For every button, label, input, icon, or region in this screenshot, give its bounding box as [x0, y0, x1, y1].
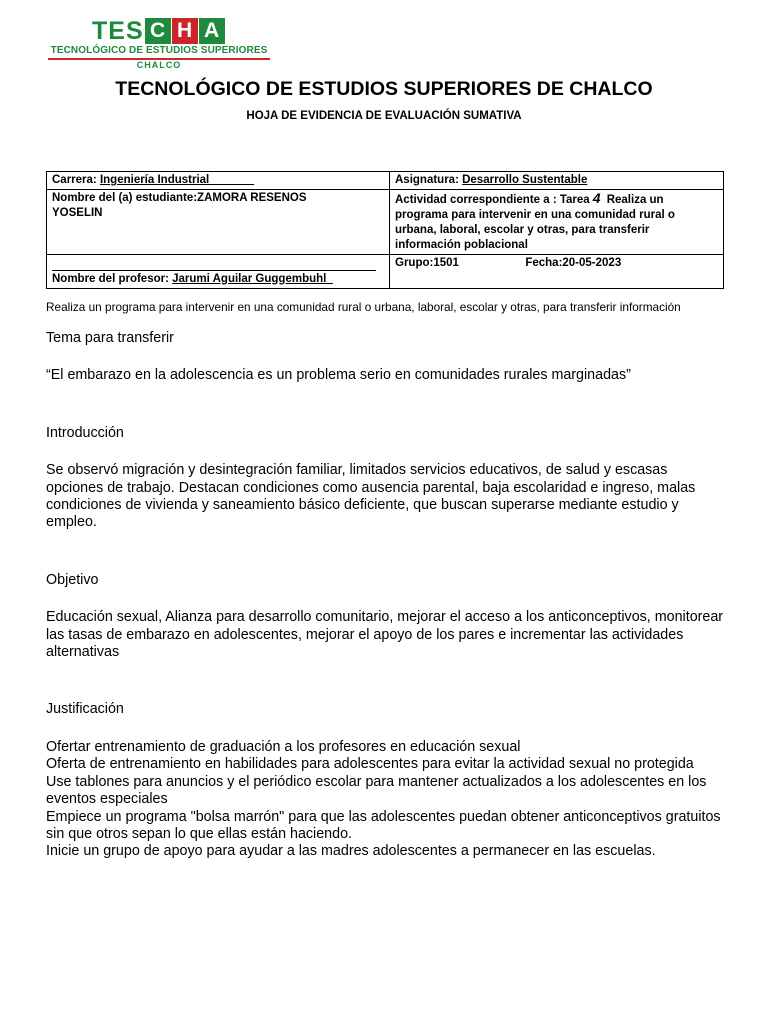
justificacion-item: Inicie un grupo de apoyo para ayudar a las madres adolescentes a permanecer en las escuelas. — [46, 843, 656, 860]
info-row-1 — [47, 172, 724, 190]
asignatura-value: Desarrollo Sustentable — [462, 174, 588, 186]
grupo-value: Grupo:1501 — [395, 257, 459, 269]
objetivo-heading: Objetivo — [46, 571, 99, 588]
estudiante-line1: Nombre del (a) estudiante:ZAMORA RESENOS — [52, 192, 307, 204]
info-table — [46, 171, 724, 289]
actividad-description: Realiza un programa para intervenir en una comunidad rural o urbana, laboral, escolar y otras, para transferir información poblacional — [395, 194, 675, 251]
logo-box-c: C — [145, 18, 171, 44]
actividad-number: 4 — [592, 190, 601, 206]
actividad-prefix: Actividad correspondiente a : Tarea — [395, 194, 590, 206]
justificacion-item: Oferta de entrenamiento en habilidades para adolescentes para evitar la actividad sexual no protegida — [46, 756, 694, 773]
institution-logo — [48, 18, 270, 74]
page-title: TECNOLÓGICO DE ESTUDIOS SUPERIORES DE CHALCO — [115, 78, 653, 100]
fecha-value: Fecha:20-05-2023 — [525, 257, 622, 269]
logo-line2: CHALCO — [136, 60, 182, 70]
justificacion-heading: Justificación — [46, 701, 124, 718]
carrera-label: Carrera: — [52, 174, 97, 186]
intro-text: Se observó migración y desintegración familiar, limitados servicios educativos, de salud y escasas opciones de trabajo. Destacan condiciones como ausencia parental, baja escolaridad e ingreso, malas condiciones de vivienda y saneamiento básico deficiente, que buscan superarse mediante estudio y empleo. — [46, 462, 696, 531]
objetivo-text: Educación sexual, Alianza para desarrollo comunitario, mejorar el acceso a los anticonceptivos, monitorear las tasas de embarazo en adolescentes, mejorar el apoyo de los pares e incrementar las actividades alternativas — [46, 609, 724, 661]
intro-heading: Introducción — [46, 424, 124, 441]
justificacion-item: Ofertar entrenamiento de graduación a los profesores en educación sexual — [46, 738, 521, 755]
logo-box-a: A — [199, 18, 225, 44]
profesor-value: Jarumi Aguilar Guggembuhl — [172, 273, 327, 285]
profesor-line — [52, 270, 376, 287]
carrera-cell — [47, 172, 390, 190]
carrera-value: Ingeniería Industrial — [99, 174, 210, 186]
profesor-label: Nombre del profesor: — [52, 273, 169, 285]
info-row-3 — [47, 255, 724, 289]
page-subtitle: HOJA DE EVIDENCIA DE EVALUACIÓN SUMATIVA — [246, 110, 522, 122]
estudiante-line2: YOSELIN — [52, 207, 103, 219]
tema-heading: Tema para transferir — [46, 330, 174, 346]
logo-wordmark — [92, 18, 225, 44]
logo-prefix: TES — [92, 16, 144, 45]
instruction-text: Realiza un programa para intervenir en una comunidad rural o urbana, laboral, escolar y otras, para transferir información — [46, 300, 681, 314]
justificacion-item: Empiece un programa "bolsa marrón" para que las adolescentes puedan obtener anticonceptivos gratuitos sin que otros sepan lo que ellas están haciendo. — [46, 808, 721, 842]
asignatura-label: Asignatura: — [395, 174, 459, 186]
info-row-2 — [47, 190, 724, 255]
logo-box-h: H — [172, 18, 198, 44]
estudiante-cell — [47, 190, 390, 255]
carrera-blank: _______ — [209, 174, 255, 186]
tema-text: “El embarazo en la adolescencia es un problema serio en comunidades rurales marginadas” — [46, 367, 631, 384]
asignatura-cell — [390, 172, 724, 190]
profesor-blank: _ — [326, 273, 333, 285]
logo-line1: TECNOLÓGICO DE ESTUDIOS SUPERIORES — [50, 45, 268, 56]
grupo-fecha-cell — [390, 255, 724, 289]
justificacion-item: Use tablones para anuncios y el periódico escolar para mantener actualizados a los adolescentes en los eventos especiales — [46, 773, 707, 808]
document-body — [46, 330, 726, 861]
actividad-cell — [390, 190, 724, 255]
profesor-cell — [47, 255, 390, 289]
